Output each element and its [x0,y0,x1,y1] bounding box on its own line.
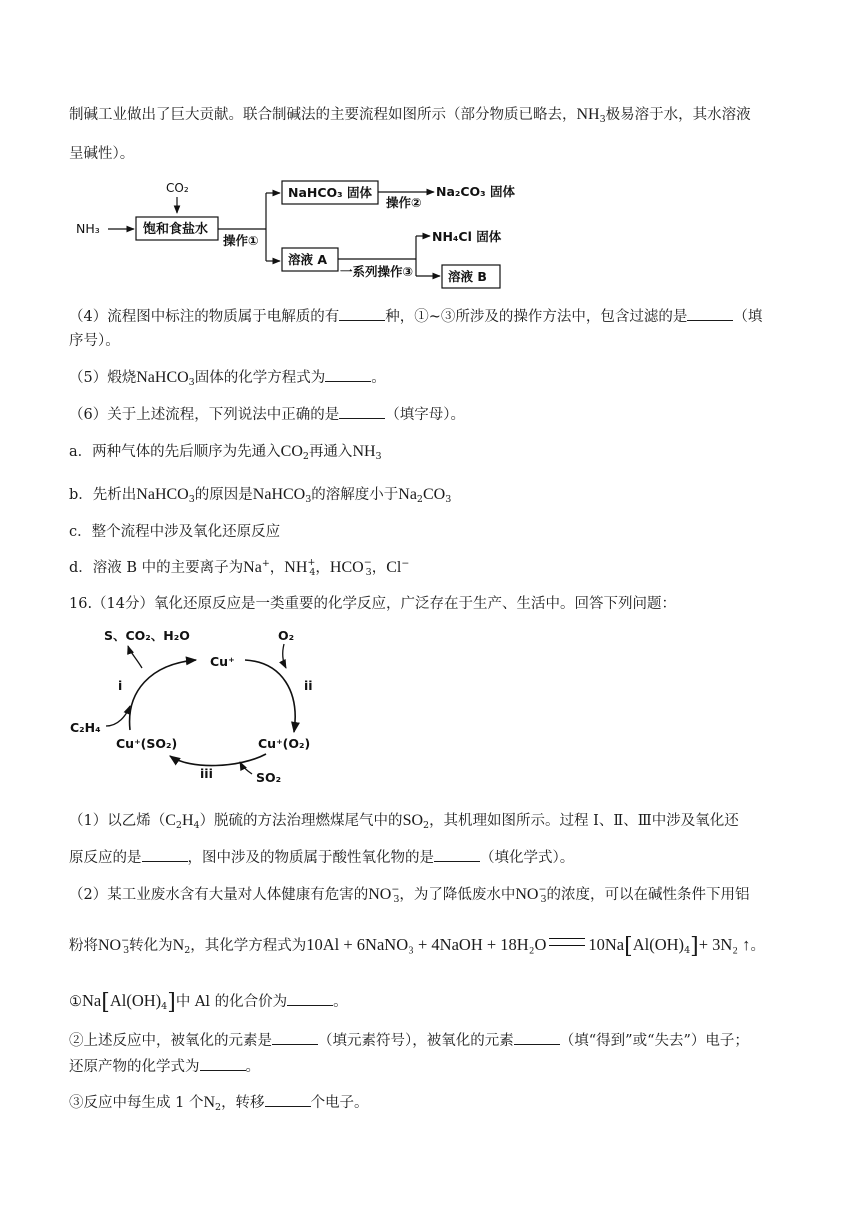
option-b-mid2: 的溶解度小于 [311,487,399,503]
c2h4-label: C₂H₄ [70,720,101,735]
option-c [69,522,280,542]
q16-1-text-c: ，其机理如图所示。过程 Ⅰ、Ⅱ、Ⅲ中涉及氧化还 [429,813,739,829]
formula-aloh: Al(OH) [109,991,162,1010]
question-16-2-line-2 [69,935,765,957]
superscript: − [538,884,547,895]
equation-product-aloh: Al(OH) [632,935,685,954]
co2-label: CO₂ [166,181,189,195]
formula-na: Na [82,991,102,1010]
q6-text-a: （6）关于上述流程，下列说法中正确的是 [69,407,340,423]
sub3-text-c: 个电子。 [310,1095,369,1111]
sub2-text-a: ②上述反应中，被氧化的元素是 [69,1033,272,1049]
q16-2-end: 。 [750,938,765,954]
ion-nh4: NH [284,559,308,576]
q16-1-line2-b: ，图中涉及的物质属于酸性氧化物的是 [187,850,434,866]
subscript: 3 [188,377,195,388]
nh3-label: NH₃ [76,221,100,236]
sub2-text-c: （填“得到”或“失去”）电子； [559,1033,749,1049]
subquestion-2-line-2 [69,1057,260,1077]
ion-no3: NO [515,886,539,903]
answer-blank[interactable] [339,406,385,419]
formula-n2: N [203,1094,216,1111]
formula-na2co3: Na [398,486,417,503]
sub2-line2-b: 。 [245,1059,260,1075]
intro-line-1 [69,105,751,125]
formula-co2: CO [280,443,303,460]
formula-na2co3-b: CO [422,486,446,503]
q5-text-a: （5）煅烧 [69,370,137,386]
products-label: S、CO₂、H₂O [104,628,190,643]
superscript: − [401,558,410,569]
subscript: 4 [309,567,316,578]
formula-nh3: NH [576,106,600,123]
nh4cl-label: NH₄Cl 固体 [432,229,502,244]
sub2-line2-a: 还原产物的化学式为 [69,1059,200,1075]
q16-1-text-a: （1）以乙烯（ [69,813,166,829]
formula-c2h4-h: H [181,812,194,829]
subscript: 3 [188,494,195,505]
question-16-2-line-1 [69,885,749,905]
q16-2-line2-a: 粉将 [69,938,98,954]
question-16-1-line-2 [69,848,574,868]
question-16-header [69,594,676,614]
answer-blank[interactable] [687,308,733,321]
subscript: 3 [540,894,547,905]
option-d: d．溶液 B 中的主要离子为Na+，$NH^+_4$，$HCO^-_3$，Cl− [69,557,410,578]
bracket-open: [ [624,934,633,959]
step-ii-label: ii [304,678,313,693]
superscript: − [391,884,400,895]
q16-2-line2-b: 转化为 [129,938,173,954]
subscript: 2 [423,820,430,831]
q4-text-c: （填 [733,309,763,325]
solution-b-label: 溶液 B [448,269,487,284]
superscript: − [121,935,130,946]
q16-header-text: 16.（14分）氧化还原反应是一类重要的化学反应，广泛存在于生产、生活中。回答下列问题： [69,596,677,612]
q5-text-b: 固体的化学方程式为 [194,370,326,386]
ion-no3: NO [368,886,392,903]
subquestion-2-line-1 [69,1031,749,1051]
subscript: 2 [184,945,191,956]
q16-2-line2-c: ，其化学方程式为 [190,938,307,954]
formula-so2: SO [402,812,424,829]
subscript: 3 [123,945,130,956]
answer-blank[interactable] [200,1058,246,1071]
sub2-text-b: （填元素符号），被氧化的元素 [318,1033,514,1049]
step-iii-label: iii [200,766,213,781]
answer-blank[interactable] [287,993,333,1006]
subscript: 4 [684,945,691,956]
question-5 [69,368,386,388]
subscript: 3 [445,494,452,505]
subscript: 2 [175,820,182,831]
q16-1-text-b: ）脱硫的方法治理燃煤尾气中的 [199,813,403,829]
question-6 [69,405,465,425]
intro-line-2 [69,144,134,164]
subscript: 2 [302,451,309,462]
subscript: 3 [365,567,372,578]
superscript: − [363,557,372,568]
option-b [69,485,451,505]
sub1-text: 中 Al 的化合价为 [175,994,288,1010]
sub1-end: 。 [333,994,348,1010]
option-b-text: b．先析出 [69,487,137,503]
formula-nahco3: NaHCO [136,486,189,503]
sub3-text-a: ③反应中每生成 1 个 [69,1095,204,1111]
equation-product-na: 10Na [588,935,625,954]
op1-label: 操作① [223,233,259,248]
cu-so3-label: Cu⁺(SO₂) [116,736,178,751]
answer-blank[interactable] [325,369,371,382]
subquestion-3 [69,1093,369,1113]
answer-blank[interactable] [434,849,480,862]
option-c-text: c．整个流程中涉及氧化还原反应 [69,524,281,540]
op2-label: 操作② [386,195,422,210]
process-flow-diagram [70,175,530,295]
ion-no3: NO [98,937,122,954]
subscript: 2 [215,1102,222,1113]
option-a-text: a．两种气体的先后顺序为先通入 [69,444,281,460]
question-16-1-line-1 [69,811,739,831]
answer-blank[interactable] [142,849,188,862]
option-b-mid: 的原因是 [194,487,253,503]
formula-nh3: NH [352,443,376,460]
subscript: 2 [416,494,423,505]
subscript: 3 [375,451,382,462]
option-a-mid: 再通入 [308,444,353,460]
q16-2-text-b: ，为了降低废水中 [399,887,516,903]
superscript: + [307,557,316,568]
q16-1-line2-c: （填化学式）。 [480,850,575,866]
subquestion-1 [69,991,348,1013]
formula-nahco3: NaHCO [252,486,306,503]
q4-text-b: 种，①~③所涉及的操作方法中，包含过滤的是 [385,309,688,325]
q4-text-a: （4）流程图中标注的物质属于电解质的有 [69,309,340,325]
bracket-close: ] [167,990,176,1015]
question-4-line-2 [69,331,120,351]
sub3-text-b: ，转移 [221,1095,265,1111]
desulfurization-cycle-diagram [70,622,330,792]
subscript: 4 [193,820,200,831]
q6-text-b: （填字母）。 [385,407,465,423]
q5-text-c: 。 [371,370,386,386]
formula-n2: N [172,937,185,954]
question-4-line-1 [69,307,762,327]
op3-label: 一系列操作③ [340,264,414,279]
answer-blank[interactable] [265,1094,311,1107]
intro-text-2: 极易溶于水，其水溶液 [605,107,751,123]
formula-c2h4: C [165,812,176,829]
sub1-prefix: ① [69,994,82,1010]
equation-equals-sign [549,938,585,946]
equation-reactants: 10Al + 6NaNO₃ + 4NaOH + 18H₂O [306,935,547,954]
cu-o2-label: Cu⁺(O₂) [258,736,311,751]
formula-nahco3: NaHCO [136,369,189,386]
subscript: 3 [393,894,400,905]
subscript: 3 [305,494,312,505]
nahco3-label: NaHCO₃ 固体 [288,185,372,200]
bracket-close: ] [690,934,699,959]
cu-plus-label: Cu⁺ [210,654,235,669]
solution-a-label: 溶液 A [288,252,328,267]
q16-2-text-c: 的浓度，可以在碱性条件下用铝 [546,887,750,903]
option-a [69,442,382,462]
subscript: 4 [161,1001,168,1012]
ion-na: Na [243,559,262,576]
q16-2-text-a: （2）某工业废水含有大量对人体健康有危害的 [69,887,369,903]
brine-label: 饱和食盐水 [143,222,209,237]
answer-blank[interactable] [272,1032,318,1045]
q4-text-d: 序号）。 [69,333,120,349]
na2co3-label: Na₂CO₃ 固体 [436,184,515,199]
ion-cl: Cl [386,559,402,576]
answer-blank[interactable] [339,308,385,321]
step-i-label: i [118,678,123,693]
bracket-open: [ [101,990,110,1015]
superscript: + [261,558,270,569]
q16-1-line2-a: 原反应的是 [69,850,142,866]
o2-label: O₂ [278,628,295,643]
so2-label: SO₂ [256,770,282,785]
equation-product-n2: + 3N₂ ↑ [698,935,751,954]
ion-hco3: HCO [329,559,364,576]
intro-text-3: 呈碱性）。 [69,146,135,162]
subscript: 3 [599,114,606,125]
option-d-text: d．溶液 B 中的主要离子为 [69,560,244,576]
intro-text: 制碱工业做出了巨大贡献。联合制碱法的主要流程如图所示（部分物质已略去， [69,107,577,123]
answer-blank[interactable] [514,1032,560,1045]
